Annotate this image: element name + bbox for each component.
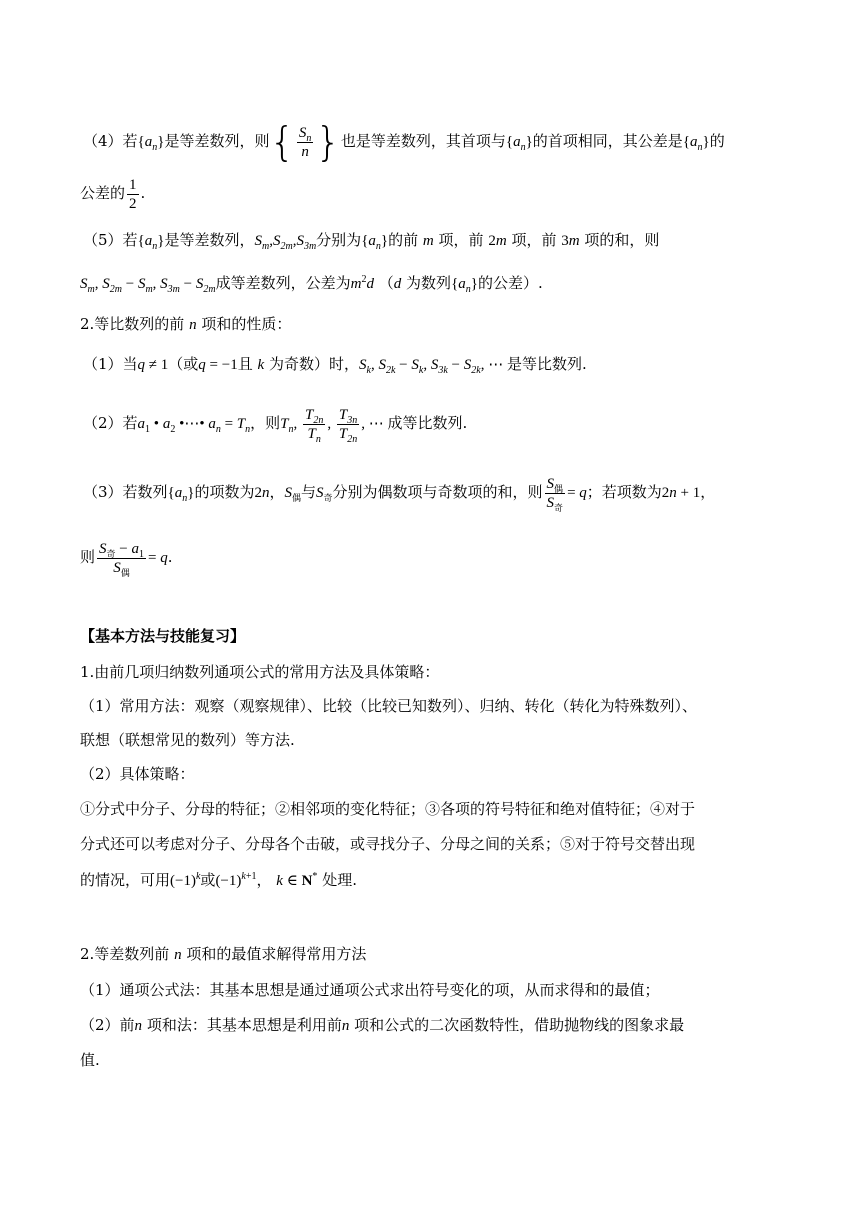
property-5-line2: $S_m$, $S_{2m} - S_m$, $S_{3m} - S_{2m}$成等差数列，公差为$m^2d$ （d 为数列$\{a_n\}$的公差）. [80, 274, 543, 295]
text: 的首项相同，其公差是 [532, 131, 683, 150]
text: 分别为偶数项与奇数项的和，则 [332, 482, 543, 501]
text: 2.等比数列的前 [80, 315, 185, 333]
math-sm-s2m-s3m: $S_m,S_{2m},S_{3m}$ [254, 233, 317, 252]
method-1-line5: 分式还可以考虑对分子、分母各个击破，或寻找分子、分母之间的关系；⑤对于符号交替出现 [80, 835, 696, 853]
text: 2.等差数列前 [80, 945, 170, 963]
math-an: $\{a_n\}$ [361, 233, 389, 252]
text: （2）若 [83, 413, 138, 432]
math-m2d: $m^2d$ [350, 274, 374, 292]
method-2-title: 2.等差数列前 n 项和的最值求解得常用方法 [80, 945, 367, 963]
method-1-title: 1.由前几项归纳数列通项公式的常用方法及具体策略： [80, 663, 440, 681]
text: 为奇数）时， [268, 355, 359, 373]
text: 是等差数列，则 [164, 131, 270, 150]
method-1-line1: （1）常用方法：观察（观察规律）、比较（比较已知数列）、归纳、转化（转化为特殊数列）、 [80, 697, 698, 715]
text: ， [256, 871, 272, 889]
math-q-ne-1: q ≠ 1 [137, 357, 169, 373]
text: 且 [237, 355, 253, 373]
text: （5）若 [83, 231, 138, 249]
text: ， [700, 482, 716, 501]
text: 的前 [388, 231, 419, 249]
text: 成等差数列，公差为 [215, 274, 351, 292]
method-1-line4: ①分式中分子、分母的特征；②相邻项的变化特征；③各项的符号特征和绝对值特征；④对于 [80, 800, 696, 818]
text: 项和的最值求解得常用方法 [186, 945, 367, 963]
math-an: $\{a_n\}$ [137, 133, 165, 153]
method-2-line2: （2）前n 项和法：其基本思想是利用前n 项和公式的二次函数特性，借助抛物线的图象求最 [80, 1016, 685, 1034]
method-1-line6 [80, 870, 860, 891]
math-sk-seq: $S_k$, $S_{2k} - S_k$, $S_{3k} - S_{2k}$, ⋯ [358, 357, 507, 376]
math-neg1-k1: $(-1)^{k+1}$ [215, 871, 257, 889]
text: 是等差数列， [164, 231, 255, 249]
text: 处理. [322, 871, 357, 889]
math-diff-sums: $S_m$, $S_{2m} - S_m$, $S_{3m} - S_{2m}$ [80, 276, 216, 295]
text: 与 [301, 482, 317, 501]
text: 分别为 [316, 231, 362, 249]
geo-property-1: （1）当q ≠ 1（或q = −1且 k 为奇数）时，$S_k$, $S_{2k} - S_k$, $S_{3k} - S_{2k}$, ⋯ 是等比数列. [83, 355, 587, 376]
math-t-ratios: $T_n$, $\frac{T_{2n}}{T_n}$ , $\frac{T_{3n}}{T_{2n}}$ , ⋯ [280, 407, 388, 445]
text: （3）若数列 [83, 482, 168, 501]
text: . [167, 547, 173, 566]
text: 的情况，可用 [80, 871, 171, 889]
math-an: $\{a_n\}$ [167, 484, 195, 504]
method-2-line1: （1）通项公式法：其基本思想是通过通项公式求出符号变化的项，从而求得和的最值； [80, 981, 660, 999]
text: （或 [168, 355, 199, 373]
math-an: $\{a_n\}$ [505, 133, 533, 153]
text: 项，前 [438, 231, 484, 249]
text: 项和法：其基本思想是利用前 [146, 1016, 342, 1034]
math-an: $\{a_n\}$ [137, 233, 165, 252]
text: 为数列 [406, 274, 452, 292]
math-an: $\{a_n\}$ [451, 276, 478, 295]
text: 项和公式的二次函数特性，借助抛物线的图象求最 [354, 1016, 685, 1034]
section-heading: 【基本方法与技能复习】 [80, 627, 246, 645]
text: 项，前 [511, 231, 557, 249]
text: 是等比数列. [506, 355, 587, 373]
text: 项和的性质： [201, 315, 292, 333]
math-even-over-odd: $\frac{S_偶}{S_奇}$ = q [546, 476, 587, 513]
text: 或 [200, 871, 216, 889]
section-2-title: 2.等比数列的前 n 项和的性质： [80, 315, 292, 333]
text: ，则 [250, 413, 281, 432]
text: 的 [709, 131, 725, 150]
math-odd-minus-a1: $\frac{S_奇 - a_1}{S_偶}$ = q [99, 541, 168, 578]
geo-property-3-line1: （3）若数列$\{a_n\}$的项数为2n，$S_偶$与$S_奇$分别为偶数项与奇数项的和，则 $\frac{S_偶}{S_奇}$ = q；若项数为2n + 1， [83, 476, 716, 513]
math-q-eq-neg1: q = −1 [198, 357, 238, 373]
text: （2）前 [80, 1016, 135, 1034]
math-k-in-n: k ∈ N* [276, 871, 318, 889]
text: . [140, 183, 146, 202]
text: 成等比数列. [387, 413, 468, 432]
geo-property-3-line2 [80, 540, 860, 577]
math-product: $a_1$ • $a_2$ •⋯• $a_n = T_n$ [137, 415, 251, 435]
math-neg1-k: $(-1)^k$ [170, 871, 201, 889]
property-4-line1 [83, 119, 860, 166]
math-an: $\{a_n\}$ [682, 133, 710, 153]
text: （4）若 [83, 131, 138, 150]
property-4-line2 [80, 176, 860, 213]
text: 则 [80, 547, 96, 566]
text: ；若项数为 [586, 482, 662, 501]
text: 公差的 [80, 183, 126, 202]
property-5-line1: （5）若$\{a_n\}$是等差数列，$S_m,S_{2m},S_{3m}$分别为$\{a_n\}$的前 m 项，前 2m 项，前 3m 项的和，则 [83, 231, 660, 252]
method-1-line3: （2）具体策略： [80, 765, 195, 783]
text: 也是等差数列，其首项与 [340, 131, 506, 150]
math-one-half: $\frac{1}{2}$ [129, 177, 137, 212]
method-1-line2: 联想（联想常见的数列）等方法. [80, 731, 295, 749]
text: 的公差）. [477, 274, 543, 292]
math-sn-over-n: { $\frac{S_n}{n}$ } [269, 119, 341, 166]
text: （ [378, 274, 394, 292]
text: （1）当 [83, 355, 138, 373]
text: 的项数为 [194, 482, 255, 501]
method-2-line3: 值. [80, 1051, 100, 1069]
geo-property-2 [83, 406, 860, 443]
text: 项的和，则 [584, 231, 660, 249]
